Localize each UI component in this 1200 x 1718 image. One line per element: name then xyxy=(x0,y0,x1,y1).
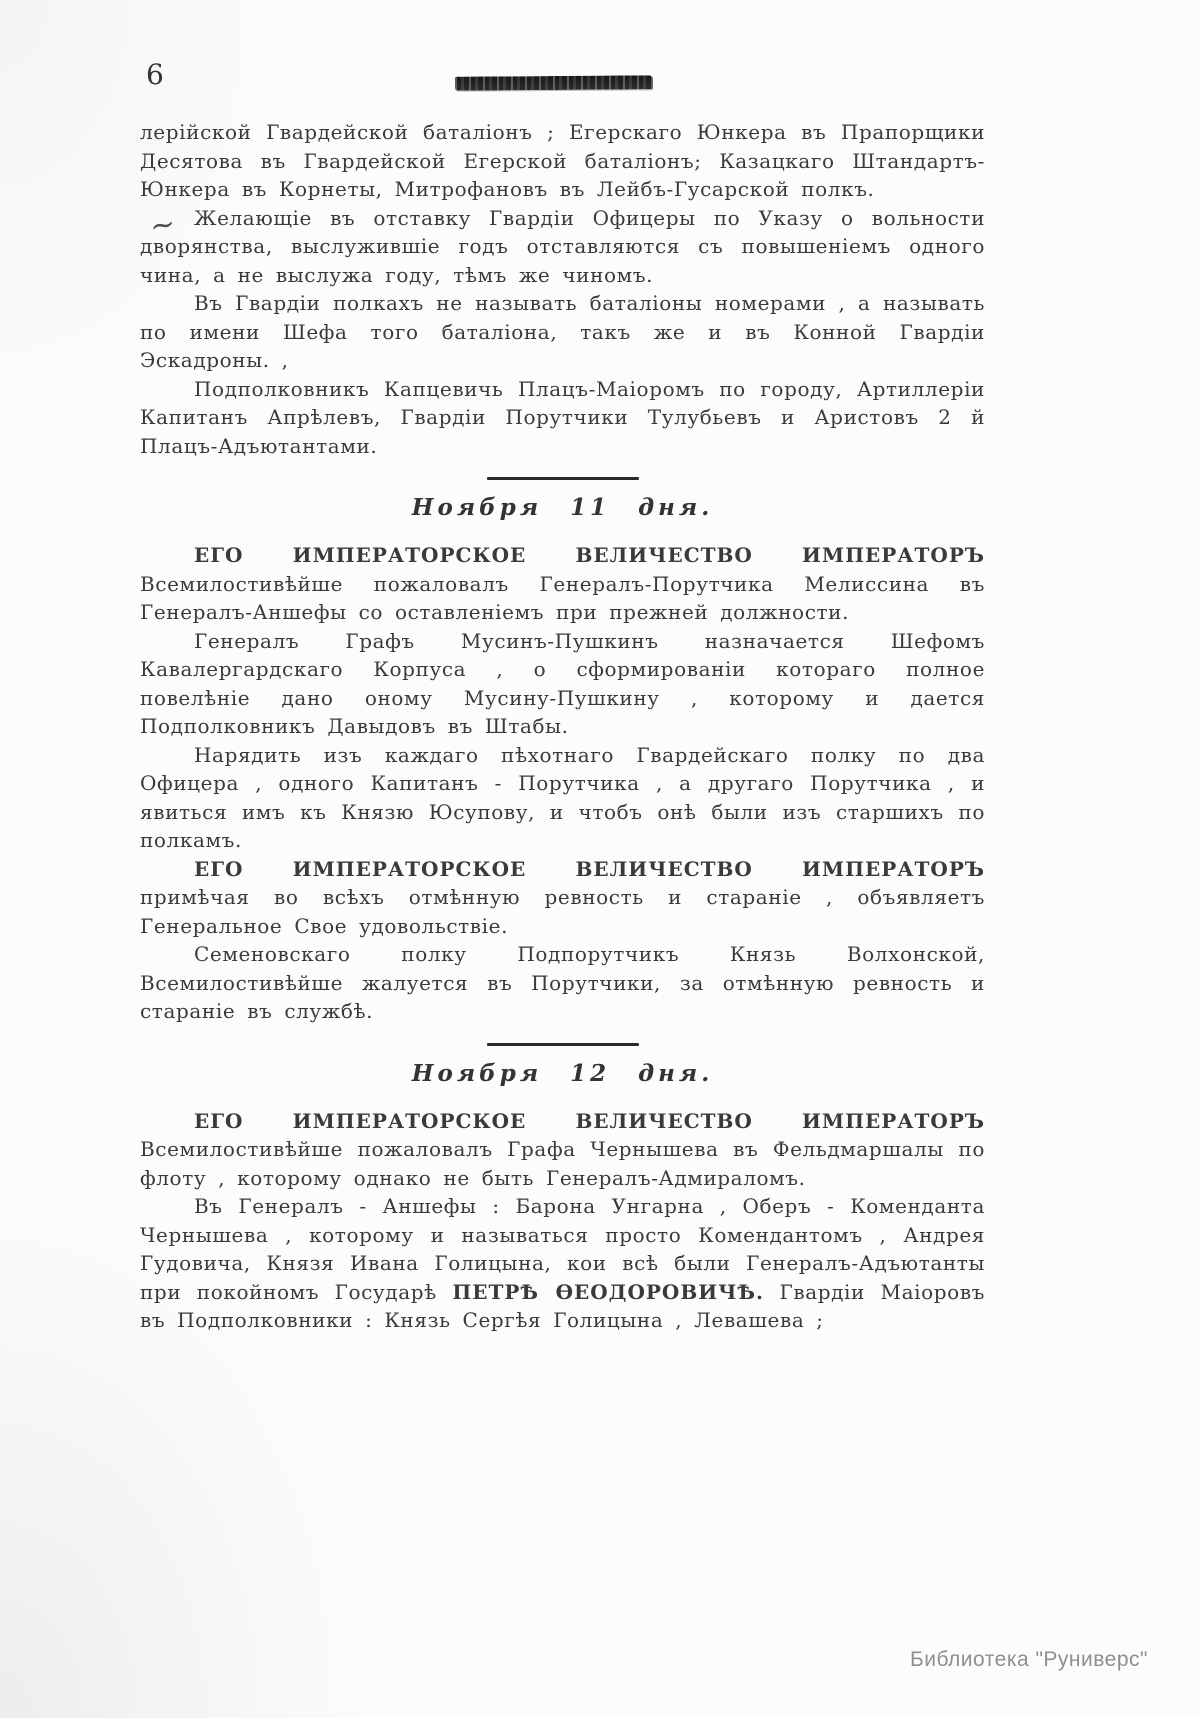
section-divider xyxy=(487,1043,639,1046)
text-block xyxy=(140,118,985,1335)
paragraph: Генералъ Графъ Мусинъ-Пушкинъ назначается Шефомъ Кавалергардскаго Корпуса , о сформированіи котораго полное повелѣніе дано оному Мусину-Пушкину , которому и дается Подполковникъ Давыдовъ въ Штабы. xyxy=(140,628,985,738)
paragraph: Подполковникъ Капцевичь Плацъ-Маіоромъ по городу, Артиллеріи Капитанъ Апрѣлевъ, Гвардіи Порутчики Тулубьевъ и Аристовъ 2 й Плацъ-Адъютантами. xyxy=(140,376,985,458)
library-watermark: Библиотека "Руниверс" xyxy=(909,1648,1148,1671)
paragraph-text: примѣчая во всѣхъ отмѣнную ревность и стараніе , объявляетъ Генеральное Свое удовольствіе. xyxy=(140,885,985,938)
paragraph-text: Всемилостивѣйше пожаловалъ Генералъ-Порутчика Мелиссина въ Генералъ-Аншефы со оставленіемъ при прежней должности. xyxy=(140,571,985,624)
paragraph xyxy=(140,1107,985,1193)
imperial-title-caps: ЕГО ИМПЕРАТОРСКОЕ ВЕЛИЧЕСТВО ИМПЕРАТОРЪ xyxy=(194,856,985,881)
paragraph: Нарядить изъ каждаго пѣхотнаго Гвардейскаго полку по два Офицера , одного Капитанъ - Порутчика , а другаго Порутчика , и явиться имъ къ Князю Юсупову, и чтобъ онѣ были изъ старшихъ по полкамъ. xyxy=(140,742,985,852)
paragraph-text: Гвардіи Маіоровъ въ Подполковники : Князь Сергѣя Голицына , Левашева ; xyxy=(140,1279,985,1332)
paragraph-text: Въ Генералъ - Аншефы : Барона Унгарна , Оберъ - Коменданта Чернышева , которому и называться просто Комендантомъ , Андрея Гудовича, Князя Ивана Голицына, кои всѣ были Генералъ-Адъютанты при покойномъ Государѣ xyxy=(140,1194,985,1304)
paragraph: Семеновскаго полку Подпорутчикъ Князь Волхонской, Всемилостивѣйше жалуется въ Порутчики, за отмѣнную ревность и стараніе въ службѣ. xyxy=(140,942,985,1023)
imperial-title-caps: ЕГО ИМПЕРАТОРСКОЕ ВЕЛИЧЕСТВО ИМПЕРАТОРЪ xyxy=(194,543,985,567)
paragraph: лерійской Гвардейской баталіонъ ; Егерскаго Юнкера въ Прапорщики Десятова въ Гвардейской Егерской баталіонъ; Казацкаго Штандартъ-Юнкера въ Корнеты, Митрофановъ въ Лейбъ-Гусарской полкъ. xyxy=(140,120,985,201)
handwritten-mark: ~ xyxy=(147,206,178,245)
paragraph xyxy=(140,541,985,627)
paragraph xyxy=(140,1192,985,1335)
emperor-name-caps: ПЕТРѢ ѲЕОДОРОВИЧѢ. xyxy=(452,1279,764,1304)
paragraph: Желающіе въ отставку Гвардіи Офицеры по Указу о вольности дворянства, выслужившіе годъ отставляются съ повышеніемъ одного чина, а не выслужа году, тѣмъ же чиномъ. xyxy=(140,205,985,287)
paragraph-text: Всемилостивѣйше пожаловалъ Графа Чернышева въ Фельдмаршалы по флоту , которому однако не быть Генералъ-Адмираломъ. xyxy=(140,1137,985,1190)
page-number: 6 xyxy=(146,58,164,91)
section-heading-november-11: Ноября 11 дня. xyxy=(411,494,714,521)
paragraph: Въ Гвардіи полкахъ не называть баталіоны номерами , а называть по имени Шефа того баталіона, такъ же и въ Конной Гвардіи Эскадроны. , xyxy=(140,291,985,372)
section-heading-november-12: Ноября 12 дня. xyxy=(411,1059,714,1087)
paragraph xyxy=(140,855,985,941)
section-divider xyxy=(487,477,639,480)
header-ornament xyxy=(455,75,653,90)
imperial-title-caps: ЕГО ИМПЕРАТОРСКОЕ ВЕЛИЧЕСТВО ИМПЕРАТОРЪ xyxy=(194,1108,985,1133)
